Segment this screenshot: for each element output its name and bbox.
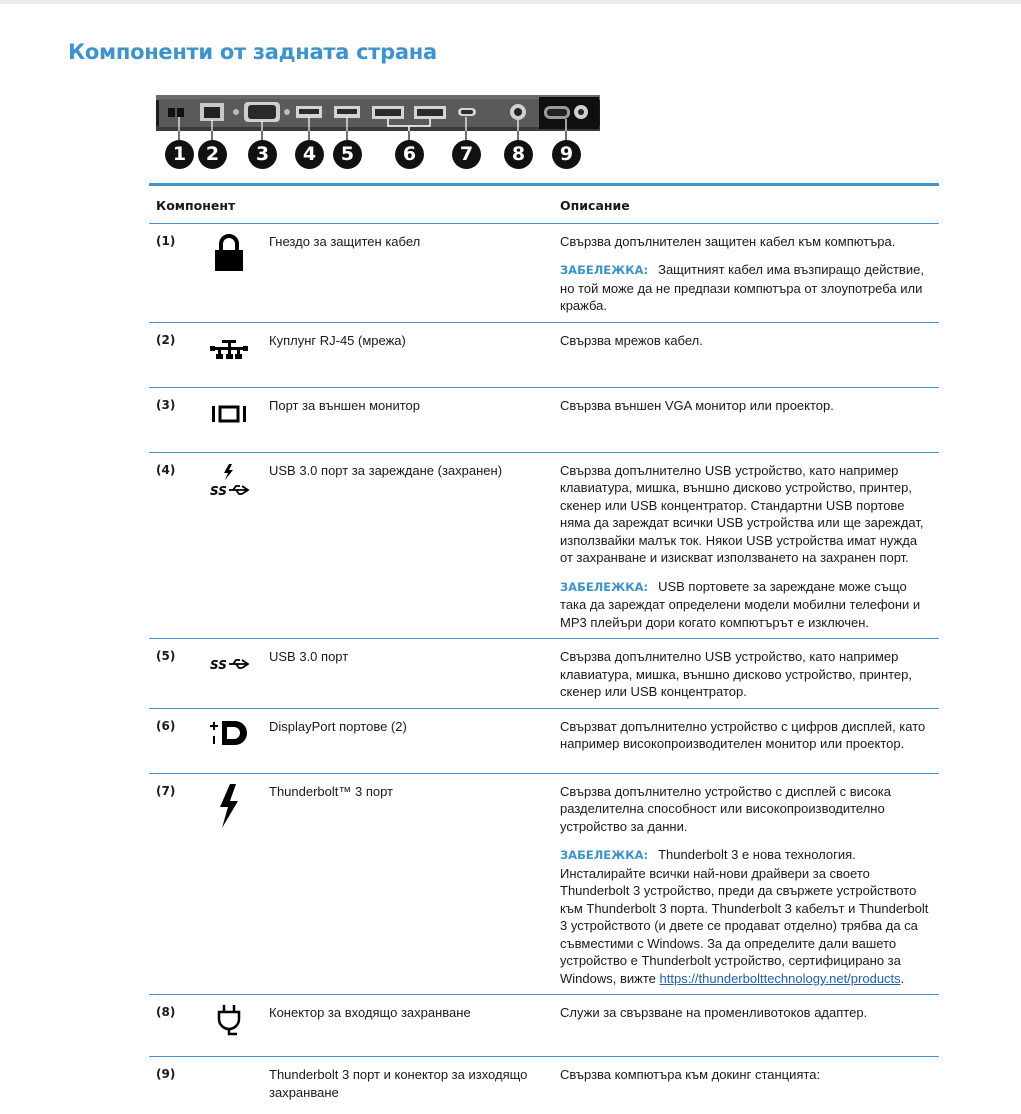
- displayport-icon: [207, 718, 251, 748]
- table-row: [149, 995, 939, 1057]
- description-text: Свързва компютъра към докинг станцията:: [560, 1067, 821, 1082]
- row-number: (2): [149, 322, 196, 387]
- callout-6: 6: [395, 140, 424, 169]
- callout-9: 9: [552, 140, 581, 169]
- page-title: Компоненти от задната страна: [68, 40, 437, 64]
- component-name: Гнездо за защитен кабел: [262, 223, 553, 322]
- row-number: (1): [149, 223, 196, 322]
- row-number: (3): [149, 387, 196, 452]
- callout-4: 4: [295, 140, 324, 169]
- table-row: [149, 639, 939, 709]
- note-end: .: [900, 970, 905, 986]
- thunderbolt-products-link[interactable]: https://thunderbolttechnology.net/products: [659, 970, 901, 986]
- note: [560, 846, 932, 987]
- power-plug-icon: [216, 1004, 242, 1036]
- lock-icon: [212, 233, 246, 273]
- table-row: [149, 223, 939, 322]
- callout-8: 8: [504, 140, 533, 169]
- note-text: USB портовете за зареждане може също така да зареждат определени модели мобилни телефони и MP3 плейъри дори когато компютърът е изключен.: [560, 578, 921, 630]
- component-name: USB 3.0 порт за зареждане (захранен): [262, 452, 553, 639]
- row-number: (9): [156, 1067, 176, 1081]
- row-number: (6): [149, 708, 196, 773]
- component-description: [553, 773, 939, 995]
- note-text: Защитният кабел има възпиращо действие, но той може да не предпази компютъра от злоупотреба или кражба.: [560, 262, 924, 313]
- header-description: Описание: [553, 185, 939, 224]
- header-component: Компонент: [149, 185, 553, 224]
- component-description: [553, 639, 939, 709]
- component-name: Порт за външен монитор: [262, 387, 553, 452]
- component-description: [553, 1057, 939, 1109]
- note-label: ЗАБЕЛЕЖКА:: [560, 848, 649, 862]
- thunderbolt-icon: [214, 783, 244, 829]
- component-name: Thunderbolt 3 порт и конектор за изходящо захранване: [269, 1067, 528, 1100]
- table-row: [149, 773, 939, 995]
- svg-text:SS: SS: [210, 658, 227, 672]
- description-text: Свързва външен VGA монитор или проектор.: [560, 397, 834, 413]
- description-text: Свързва допълнителен защитен кабел към компютъра.: [560, 233, 896, 249]
- table-row: [149, 322, 939, 387]
- component-description: [553, 322, 939, 387]
- row-number: (7): [149, 773, 196, 995]
- components-table: [149, 183, 939, 1108]
- component-description: [553, 387, 939, 452]
- note-label: ЗАБЕЛЕЖКА:: [560, 579, 649, 594]
- network-icon: [209, 338, 249, 360]
- row-number: (5): [149, 639, 196, 709]
- description-text: Свързват допълнително устройство с цифров дисплей, като например високопроизводителен монитор или проектор.: [560, 718, 926, 751]
- component-name: USB 3.0 порт: [262, 639, 553, 709]
- description-text: Свързва допълнително устройство с дисплей с висока разделителна способност или високопроизводително устройство за данни.: [560, 783, 892, 834]
- top-rule: [0, 0, 1021, 4]
- note: [560, 578, 932, 632]
- callout-1: 1: [165, 140, 194, 169]
- note: [560, 261, 932, 315]
- description-text: Служи за свързване на променливотоков адаптер.: [560, 1005, 868, 1020]
- callout-numbers: [156, 140, 600, 174]
- component-name: Thunderbolt™ 3 порт: [262, 773, 553, 995]
- usb-charging-icon: [207, 462, 251, 498]
- table-row: [149, 452, 939, 639]
- component-description: [553, 708, 939, 773]
- dock-rear-panel-illustration: [156, 95, 600, 131]
- monitor-port-icon: [211, 403, 247, 425]
- component-description: [553, 452, 939, 639]
- table-row: [149, 387, 939, 452]
- callout-7: 7: [452, 140, 481, 169]
- callout-5: 5: [333, 140, 362, 169]
- table-row: [149, 1057, 939, 1109]
- description-text: Свързва мрежов кабел.: [560, 332, 703, 348]
- row-number: (8): [149, 995, 196, 1057]
- component-description: [553, 995, 939, 1057]
- note-label: ЗАБЕЛЕЖКА:: [560, 263, 649, 277]
- description-text: Свързва допълнително USB устройство, като например клавиатура, мишка, външно дисково устройство, принтер, скенер или USB концентратор. Стандартни USB портове няма да зареждат всички USB устройства или ще зареждат, използвайки малък ток. Някои USB устройства имат нужда от захранване и изискват използването на захранен порт.: [560, 462, 924, 565]
- description-text: Свързва допълнително USB устройство, като например клавиатура, мишка, външно дисково устройство, принтер, скенер или USB концентратор.: [560, 649, 912, 699]
- callout-2: 2: [198, 140, 227, 169]
- component-description: [553, 223, 939, 322]
- component-name: Конектор за входящо захранване: [262, 995, 553, 1057]
- table-header-row: [149, 185, 939, 224]
- component-name: DisplayPort портове (2): [262, 708, 553, 773]
- table-row: [149, 708, 939, 773]
- note-text: Thunderbolt 3 е нова технология. Инсталирайте всички най-нови драйвери за своето Thunderbolt 3 устройство, преди да свържете устройството към Thunderbolt 3 порта. Thunderbolt 3 кабелът и Thunderbolt 3 устройството (и двете се продават отделно) трябва да са съвместими с Windows. За да определите дали вашето устройство е Thunderbolt устройство, сертифицирано за Windows, вижте: [560, 847, 929, 986]
- usb-icon: [207, 652, 251, 674]
- component-name: Куплунг RJ-45 (мрежа): [262, 322, 553, 387]
- svg-text:SS: SS: [210, 483, 227, 498]
- row-number: (4): [149, 452, 196, 639]
- callout-3: 3: [248, 140, 277, 169]
